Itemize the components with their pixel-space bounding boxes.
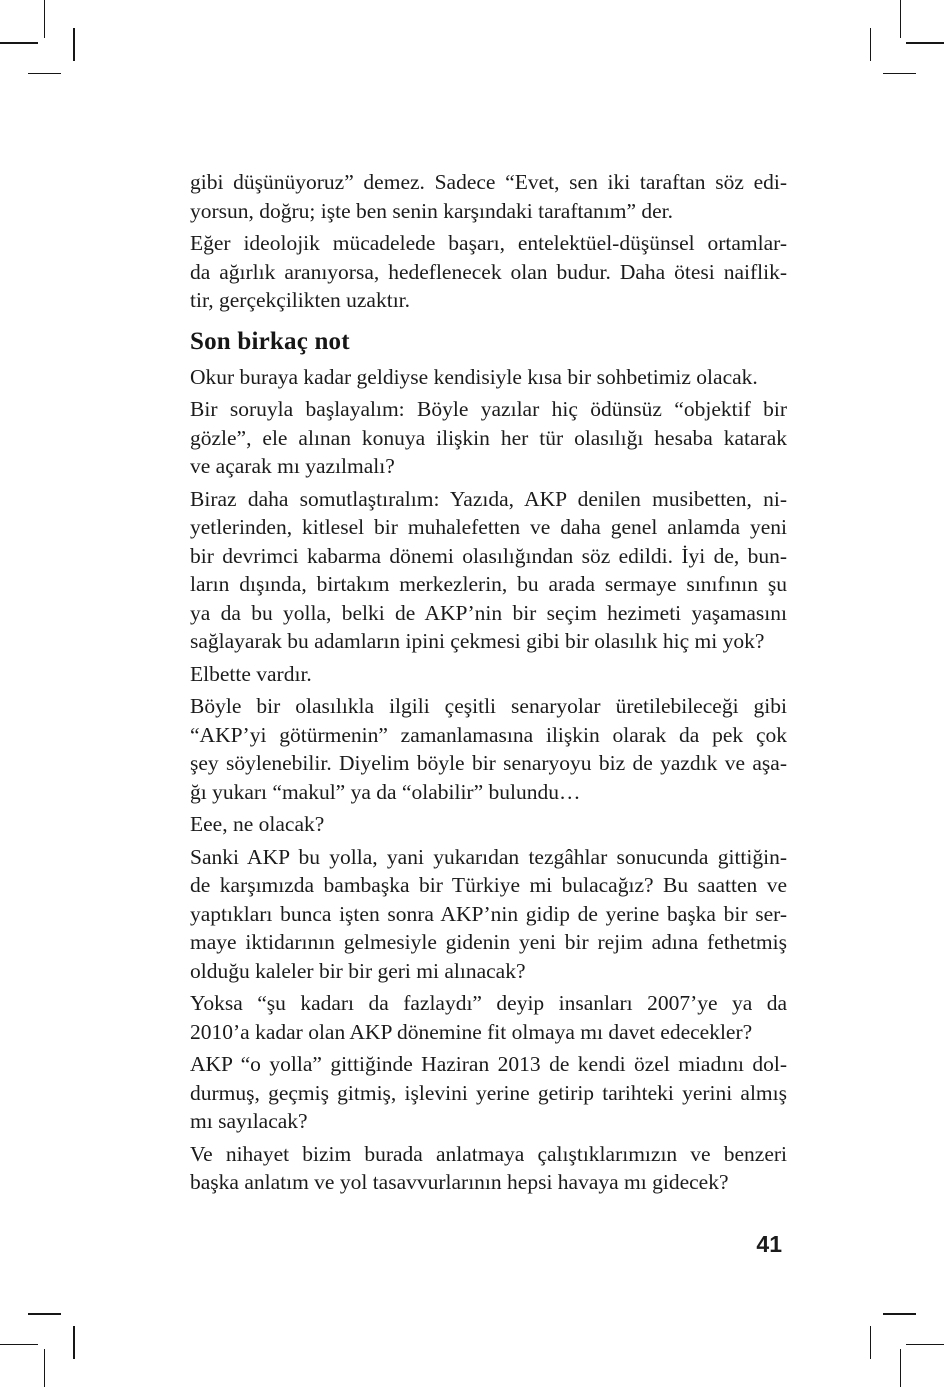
text-line: ların dışında, birtakım merkezlerin, bu arada sermaye sınıfının şu: [190, 572, 787, 596]
text-line: yaptıkları bunca işten sonra AKP’nin gidip de yerine başka bir ser-: [190, 901, 787, 926]
text-line: başka anlatım ve yol tasavvurlarının hepsi havaya mı gidecek?: [190, 1170, 729, 1194]
text-line: Biraz daha somutlaştıralım: Yazıda, AKP denilen musibetten, ni-: [190, 486, 787, 511]
paragraph: [190, 989, 787, 1046]
text-line: gözle”, ele alınan konuya ilişkin her tür olasılığı hesaba katarak: [190, 425, 787, 450]
text-line: tir, gerçekçilikten uzaktır.: [190, 288, 411, 312]
text-line: sağlayarak bu adamların ipini çekmesi gibi bir olasılık hiç mi yok?: [190, 629, 765, 653]
section-heading: Son birkaç not: [190, 327, 350, 355]
text-line: Yoksa “şu kadarı da fazlaydı” deyip insanları 2007’ye ya da: [190, 991, 787, 1015]
text-line: Eğer ideolojik mücadelede başarı, entelektüel-düşünsel ortamlar-: [190, 231, 787, 255]
crop-mark-top-right-vertical-outer: [900, 0, 902, 38]
text-line: Eee, ne olacak?: [190, 812, 325, 836]
paragraph: [190, 692, 787, 806]
text-line: Okur buraya kadar geldiyse kendisiyle kısa bir sohbetimiz olacak.: [190, 364, 758, 389]
page-number: 41: [756, 1231, 782, 1257]
text-line: Ve nihayet bizim burada anlatmaya çalıştıklarımızın ve benzeri: [190, 1141, 787, 1166]
text-line: ğı yukarı “makul” ya da “olabilir” bulundu…: [190, 779, 581, 804]
paragraph: [190, 810, 787, 839]
text-line: Böyle bir olasılıkla ilgili çeşitli senaryolar üretilebileceği gibi: [190, 694, 787, 718]
crop-mark-bottom-right-horizontal-outer: [906, 1344, 944, 1346]
crop-mark-bottom-left-horizontal-outer: [0, 1344, 38, 1346]
text-line: mı sayılacak?: [190, 1109, 308, 1133]
text-line: şey söylenebilir. Diyelim böyle bir senaryoyu biz de yazdık ve aşa-: [190, 751, 787, 775]
crop-mark-bottom-right-vertical-outer: [900, 1349, 902, 1387]
paragraph: [190, 1050, 787, 1136]
text-line: Bir soruyla başlayalım: Böyle yazılar hiç ödünsüz “objektif bir: [190, 397, 787, 421]
text-line: durmuş, geçmiş gitmiş, işlevini yerine getirip tarihteki yerini almış: [190, 1080, 787, 1105]
paragraph: [190, 1140, 787, 1197]
crop-mark-top-right-horizontal-inner: [883, 73, 916, 75]
text-line: 2010’a kadar olan AKP dönemine fit olmaya mı davet edecekler?: [190, 1019, 753, 1044]
crop-mark-top-left-horizontal-inner: [28, 73, 61, 75]
crop-mark-bottom-right-vertical-inner: [870, 1326, 872, 1359]
paragraph: [190, 843, 787, 986]
text-line: Sanki AKP bu yolla, yani yukarıdan tezgâhlar sonucunda gittiğin-: [190, 844, 787, 869]
paragraph: [190, 229, 787, 315]
text-line: bir devrimci kabarma dönemi olasılığından söz edildi. İyi de, bun-: [190, 543, 787, 568]
paragraph: [190, 485, 787, 656]
crop-mark-bottom-right-horizontal-inner: [883, 1313, 916, 1315]
crop-mark-bottom-left-vertical-inner: [73, 1326, 75, 1359]
text-line: olduğu kaleler bir bir geri mi alınacak?: [190, 958, 526, 983]
text-line: “AKP’yi götürmenin” zamanlamasına ilişkin olarak da pek çok: [190, 722, 787, 747]
text-line: ya da bu yolla, belki de AKP’nin bir seçim hezimeti yaşamasını: [190, 600, 787, 625]
text-line: Elbette vardır.: [190, 661, 312, 686]
crop-mark-top-left-vertical-inner: [73, 28, 75, 61]
text-block: [190, 168, 787, 1197]
paragraph: [190, 168, 787, 225]
text-line: ve açarak mı yazılmalı?: [190, 454, 395, 478]
text-line: da ağırlık aranıyorsa, hedeflenecek olan budur. Daha ötesi naiflik-: [190, 259, 787, 284]
text-line: maye iktidarının gelmesiyle gidenin yeni bir rejim adına fethetmiş: [190, 930, 787, 954]
text-line: yorsun, doğru; işte ben senin karşındaki taraftanım” der.: [190, 198, 674, 223]
text-line: AKP “o yolla” gittiğinde Haziran 2013 de kendi özel miadını dol-: [190, 1052, 787, 1076]
paragraph: [190, 363, 787, 392]
crop-mark-top-left-vertical-outer: [44, 0, 46, 38]
paragraph: [190, 395, 787, 481]
crop-mark-bottom-left-vertical-outer: [44, 1349, 46, 1387]
text-line: gibi düşünüyoruz” demez. Sadece “Evet, sen iki taraftan söz edi-: [190, 170, 787, 194]
text-line: de karşımızda bambaşka bir Türkiye mi bulacağız? Bu saatten ve: [190, 873, 787, 897]
crop-mark-top-left-horizontal-outer: [0, 42, 38, 44]
crop-mark-top-right-vertical-inner: [870, 28, 872, 61]
text-line: yetlerinden, kitlesel bir muhalefetten ve daha genel anlamda yeni: [190, 515, 787, 539]
crop-mark-top-right-horizontal-outer: [906, 42, 944, 44]
crop-mark-bottom-left-horizontal-inner: [28, 1313, 61, 1315]
paragraph: [190, 660, 787, 689]
